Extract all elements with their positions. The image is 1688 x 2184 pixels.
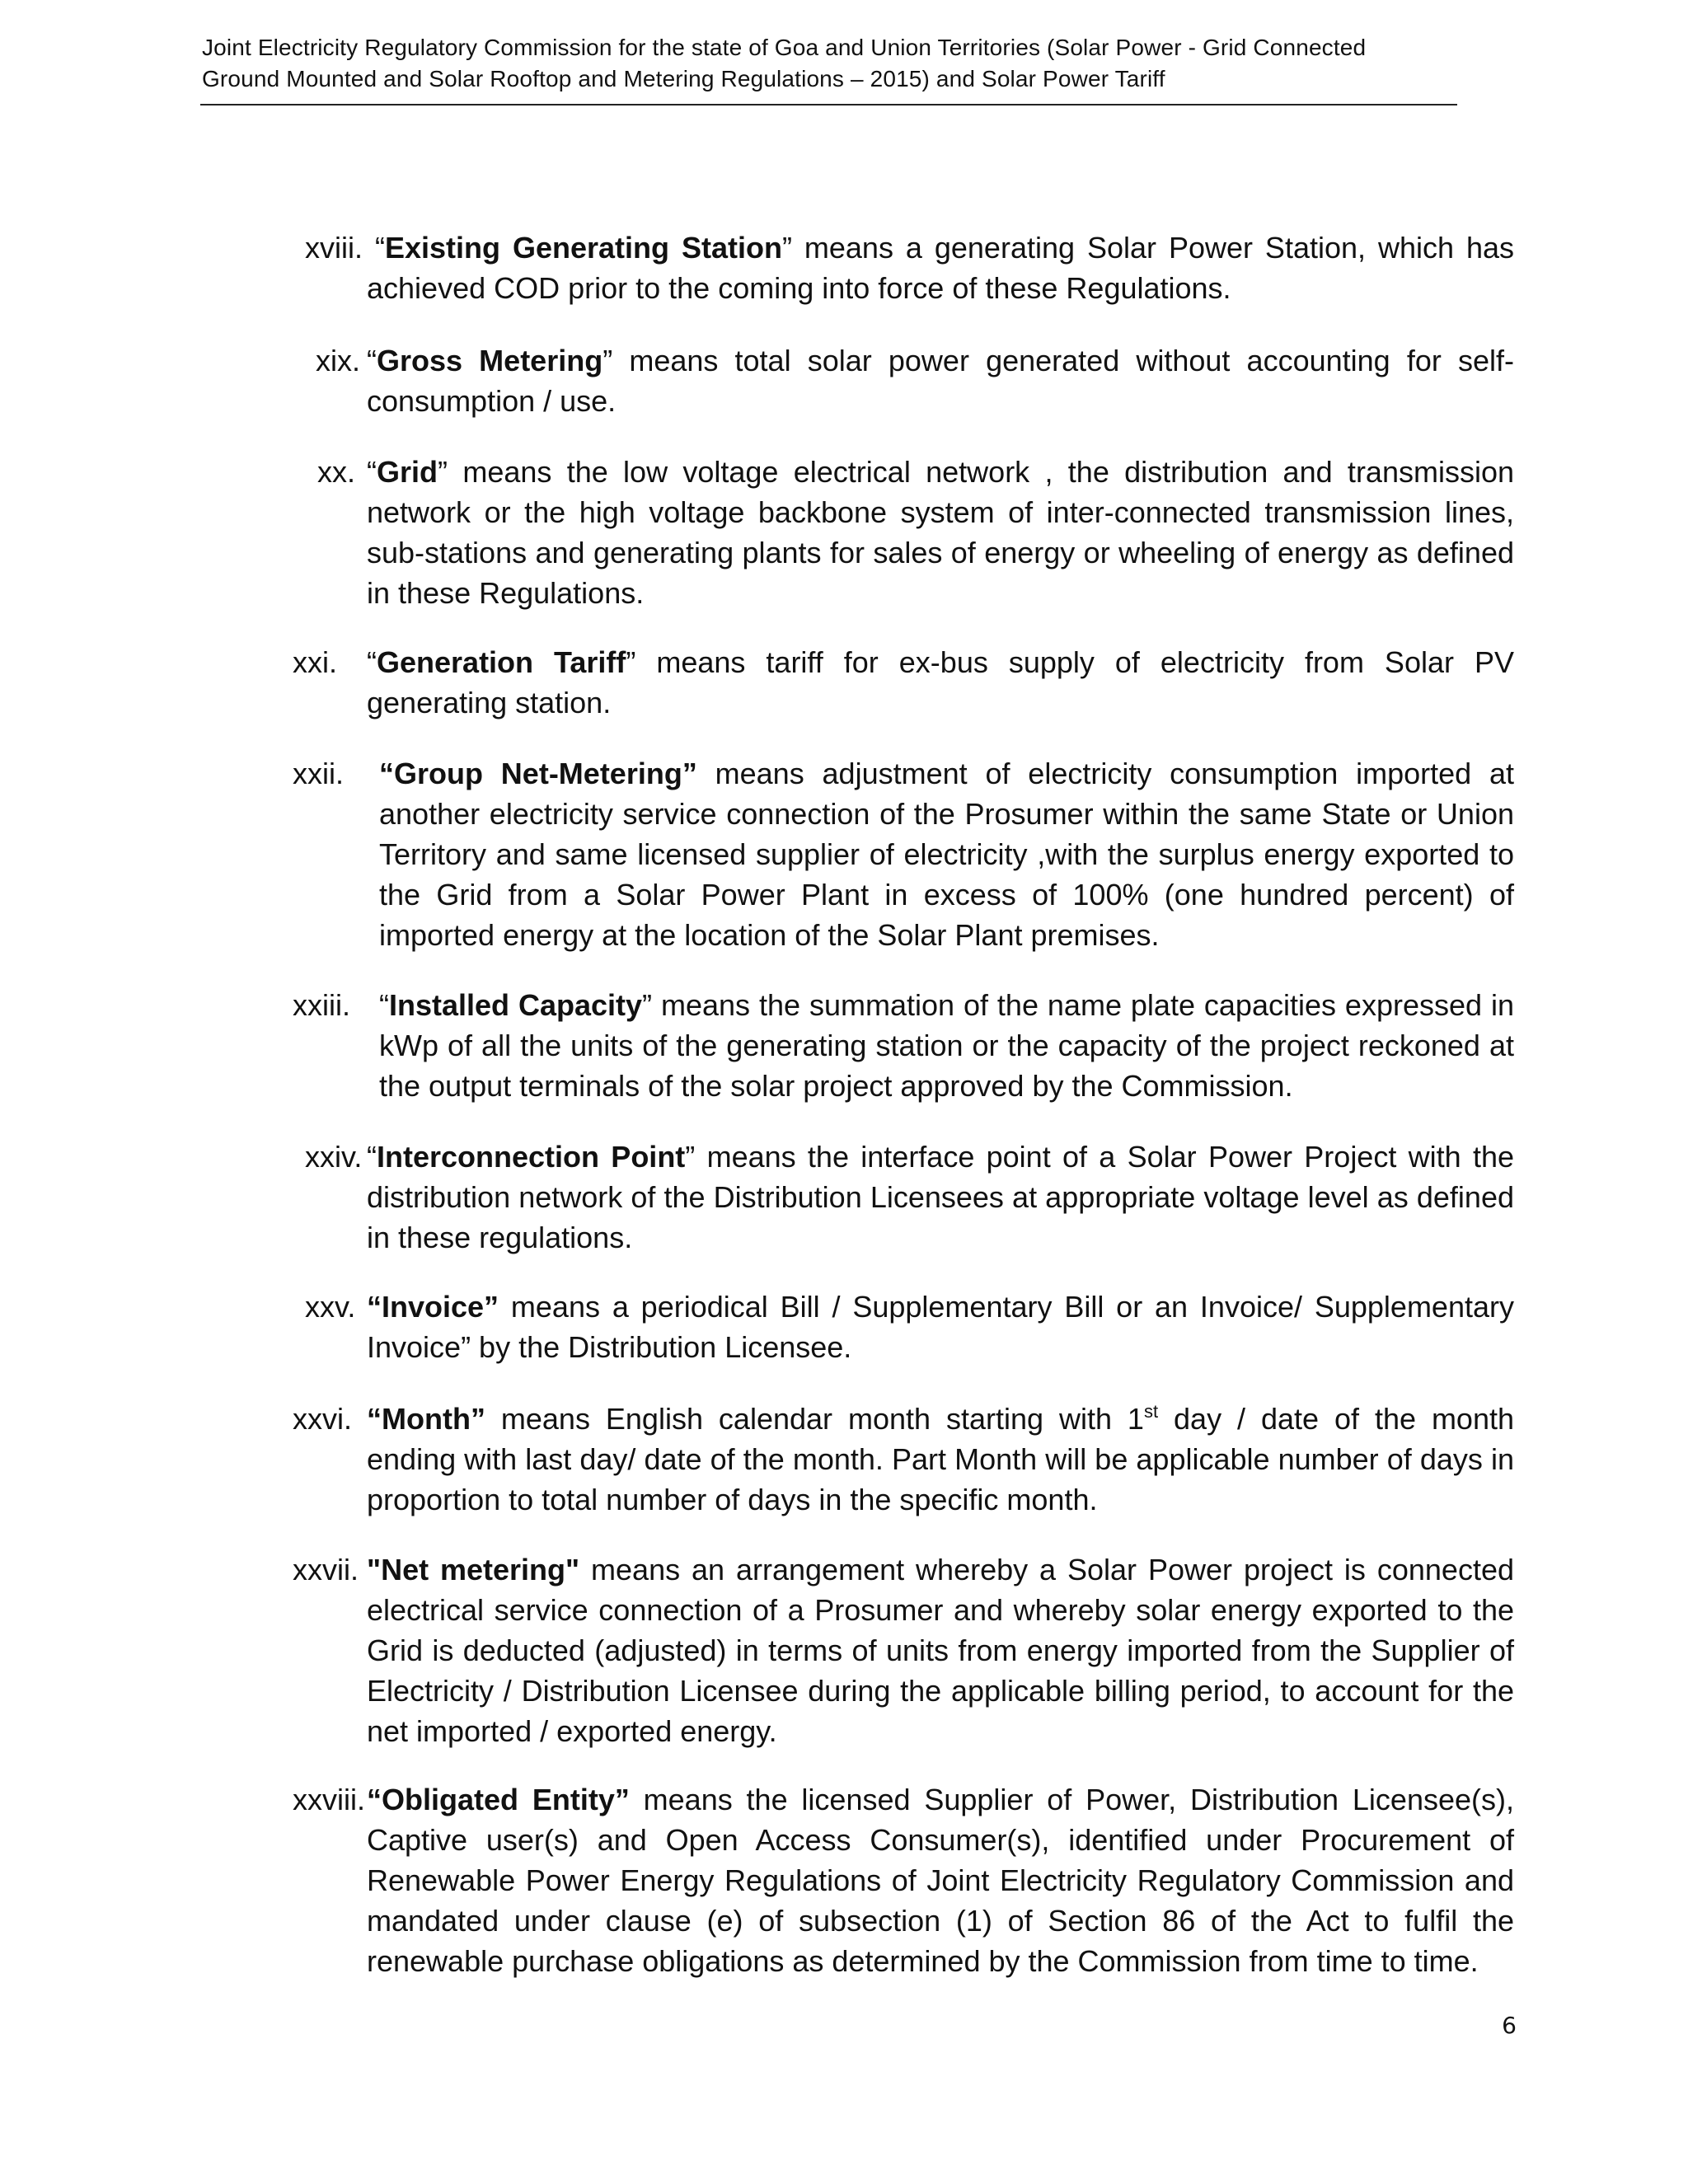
definition-term: Generation Tariff (377, 645, 626, 679)
definition-term: Interconnection Point (377, 1140, 686, 1174)
definition-term: “Month” (367, 1402, 485, 1436)
definition-term: Grid (377, 455, 438, 489)
ordinal-superscript: st (1143, 1401, 1159, 1422)
definition-text: “Group Net-Metering” means adjustment of electricity consumption imported at another electricity service connection of the Prosumer within the same State or Union Territory and same licensed supplier of electricity ,with the surplus energy exported to the Grid from a Solar Power Plant in excess of 100% (one hundred percent) of imported energy at the location of the Solar Plant premises. (379, 757, 1515, 952)
definition-number: xxi. (293, 645, 337, 679)
definition-text: "Net metering" means an arrangement whereby a Solar Power project is connected electrical service connection of a Prosumer and whereby solar energy exported to the Grid is deducted (adjusted) in terms of units from energy imported from the Supplier of Electricity / Distribution Licensee during the applicable billing period, to account for the net imported / exported energy. (367, 1553, 1514, 1748)
definition-term: “Group Net-Metering” (379, 757, 697, 790)
definition-text: “Grid” means the low voltage electrical network , the distribution and transmission network or the high voltage backbone system of inter-connected transmission lines, sub-stations and generating plants for sales of energy or wheeling of energy as defined in these Regulations. (367, 455, 1514, 610)
page-number: 6 (1502, 2012, 1517, 2039)
definition-number: xviii. (305, 231, 363, 265)
definition-text: “Interconnection Point” means the interface point of a Solar Power Project with the distribution network of the Distribution Licensees at appropriate voltage level as defined in these regulations. (367, 1140, 1514, 1254)
definition-number: xix. (316, 344, 360, 377)
definition-number: xxiii. (293, 988, 350, 1022)
definition-text: “Installed Capacity” means the summation of the name plate capacities expressed in kWp of all the units of the generating station or the capacity of the project reckoned at the output terminals of the solar project approved by the Commission. (379, 988, 1514, 1103)
definition-term: Installed Capacity (389, 988, 643, 1022)
definition-number: xxii. (293, 757, 344, 790)
definition-text: “Invoice” means a periodical Bill / Supplementary Bill or an Invoice/ Supplementary Invoice” by the Distribution Licensee. (367, 1290, 1514, 1364)
definition-term: Existing Generating Station (385, 231, 782, 265)
definition-number: xx. (317, 455, 356, 489)
header-title-line-2: Ground Mounted and Solar Rooftop and Metering Regulations – 2015) and Solar Power Tariff (202, 66, 1165, 91)
definition-number: xxvii. (293, 1553, 359, 1586)
definition-number: xxv. (305, 1290, 356, 1324)
definition-number: xxvi. (293, 1402, 352, 1436)
definition-number: xxiv. (305, 1140, 363, 1174)
definition-text: “Existing Generating Station” means a generating Solar Power Station, which has achieved COD prior to the coming into force of these Regulations. (367, 231, 1514, 305)
header-title-line-1: Joint Electricity Regulatory Commission for the state of Goa and Union Territories (Solar Power - Grid Connected (202, 35, 1367, 60)
definition-term: "Net metering" (367, 1553, 580, 1586)
definition-text: “Month” means English calendar month starting with 1st day / date of the month ending with last day/ date of the month. Part Month will be applicable number of days in proportion to total number of days in the specific month. (367, 1401, 1514, 1516)
definition-number: xxviii. (293, 1783, 365, 1816)
definition-text: “Gross Metering” means total solar power generated without accounting for self-consumption / use. (367, 344, 1514, 418)
definition-text: “Obligated Entity” means the licensed Supplier of Power, Distribution Licensee(s), Captive user(s) and Open Access Consumer(s), identified under Procurement of Renewable Power Energy Regulations of Joint Electricity Regulatory Commission and mandated under clause (e) of subsection (1) of Section 86 of the Act to fulfil the renewable purchase obligations as determined by the Commission from time to time. (367, 1783, 1514, 1978)
page-header (200, 31, 1457, 105)
definition-term: “Invoice” (367, 1290, 499, 1324)
definition-term: “Obligated Entity” (367, 1783, 630, 1816)
definition-text: “Generation Tariff” means tariff for ex-bus supply of electricity from Solar PV generating station. (367, 645, 1514, 719)
definition-term: Gross Metering (377, 344, 603, 377)
